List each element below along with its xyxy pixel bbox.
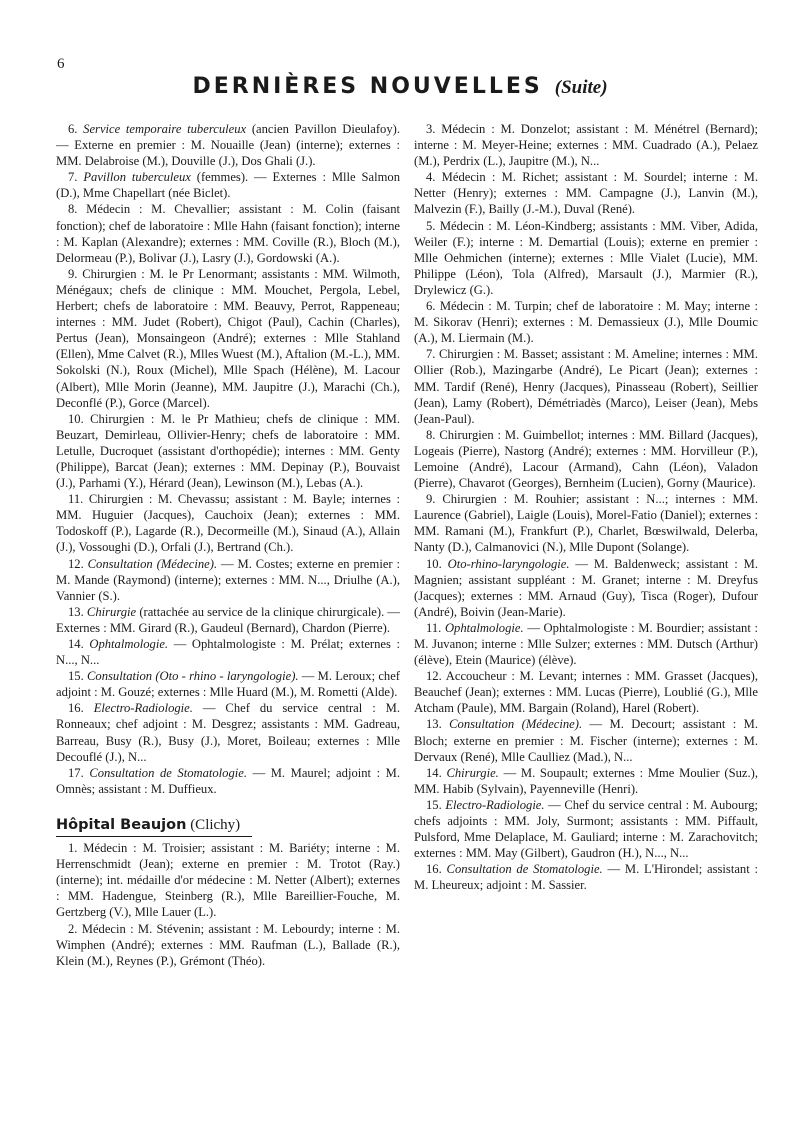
- service-entry: [56, 765, 400, 797]
- entry-number: 10.: [68, 411, 84, 426]
- service-entry: [414, 346, 758, 426]
- entry-text: (rattachée au service de la clinique chirurgicale). — Externes : MM. Girard (R.), Gaudeul (Bernard), Chardon (Pierre).: [56, 604, 400, 635]
- service-entry: [56, 604, 400, 636]
- service-entry: [56, 491, 400, 555]
- entry-specialty: Consultation (Médecine).: [449, 717, 583, 732]
- entry-number: 12.: [426, 669, 442, 684]
- page-header: [0, 74, 800, 99]
- entry-text: Médecin : M. Léon-Kindberg; assistants : MM. Viber, Adida, Weiler (F.); interne : M. Demartial (Louis); externe en premier : Mlle Oehmichen (interne); externes : Mlle Vialet (Lucie), MM. Philippe (Léon), Tola (Alfred), Marsault (J.), Marmier (R.), Drylewicz (G.).: [414, 218, 759, 297]
- entry-specialty: Consultation de Stomatologie.: [446, 862, 603, 877]
- service-entry: [56, 411, 400, 491]
- entry-text: Chirurgien : M. Guimbellot; internes : MM. Billard (Jacques), Logeais (Pierre), Nastorg (André); externes : MM. Horvilleur (P.), Lemoine (André), Lacour (Armand), Cahn (Léon), Valadon (Pierre), Chavarot (Georges), Bernheim (Lucien), Gorny (Maurice).: [414, 427, 758, 491]
- service-entry: [56, 121, 400, 169]
- header-title: DERNIÈRES NOUVELLES: [192, 74, 543, 99]
- entry-number: 16.: [426, 862, 442, 877]
- entry-text: Chirurgien : M. le Pr Mathieu; chefs de clinique : MM. Beuzart, Demirleau, Ollivier-Henry; chefs de laboratoire : MM. Letulle, Ducroquet (assistant d'orthopédie); internes : MM. Genty (Philippe), Barcat (Jean); externes : MM. Depinay (P.), Bouvaist (J.), Parhami (Y.), Hérard (Jean), Lewinson (M.), Lebas (A.).: [56, 411, 400, 491]
- entry-text: — Ophtalmologiste : M. Bourdier; assistant : M. Juvanon; interne : Mlle Sulzer; externes : MM. Dutsch (Arthur) (élève), Etein (Maurice) (élève).: [414, 620, 758, 668]
- entry-specialty: Chirurgie: [86, 604, 137, 619]
- entry-number: 9.: [426, 492, 436, 507]
- entry-specialty: Consultation (Oto - rhino - laryngologie).: [87, 669, 299, 684]
- entry-number: 15.: [426, 797, 442, 812]
- service-entry: [414, 491, 758, 555]
- entry-specialty: Pavillon tuberculeux: [83, 170, 191, 185]
- entry-specialty: Electro-Radiologie.: [93, 701, 193, 716]
- entry-number: 11.: [68, 492, 84, 507]
- entry-specialty: Service temporaire tuberculeux: [83, 122, 247, 136]
- service-entry: [56, 266, 400, 411]
- entry-text: — M. Decourt; assistant : M. Bloch; externe en premier : M. Fischer (interne); externes : M. Dervaux (René), Mlle Caulliez (Mad.), N...: [414, 717, 758, 764]
- entry-text: (ancien Pavillon Dieulafoy). — Externe en premier : M. Nouaille (Jean) (interne); externes : MM. Delabroise (M.), Douville (J.), Dos Ghali (J.).: [56, 122, 400, 169]
- entry-text: Médecin : M. Stévenin; assistant : M. Lebourdy; interne : M. Wimphen (André); externes : MM. Raufman (L.), Ballade (R.), Klein (M.), Reynes (P.), Grémont (Théo).: [56, 921, 400, 968]
- entry-specialty: Oto-rhino-laryngologie.: [447, 556, 570, 571]
- entry-specialty: Ophtalmologie.: [444, 620, 524, 635]
- entry-specialty: Chirurgie.: [446, 765, 499, 780]
- header-suite: (Suite): [554, 77, 608, 98]
- service-entry: [414, 716, 758, 764]
- entry-number: 7.: [426, 347, 436, 362]
- entry-number: 12.: [68, 556, 84, 571]
- entry-text: Accoucheur : M. Levant; internes : MM. Grasset (Jacques), Beauchef (Jean); externes : MM. Lucas (Pierre), Loublié (G.), Mlle Atcham (Paule), MM. Bargain (Roland), Harel (Robert).: [414, 669, 758, 716]
- entry-number: 13.: [68, 604, 84, 619]
- entry-text: — Chef du service central : M. Ronneaux; chef adjoint : M. Desgrez; assistants : MM. Gadreau, Barreau, Busy (R.), Busy (J.), Moret, Boileau; externes : Mlle Decouflé (J.), N...: [56, 701, 400, 764]
- entry-number: 6.: [426, 299, 436, 314]
- entry-text: Chirurgien : M. Chevassu; assistant : M. Bayle; internes : MM. Huguier (Jacques), Cauchoix (Jean); externes : MM. Todoskoff (P.), Lagarde (R.), Decormeille (M.), Sinaud (A.), Allain (J.), Vossoughi (D.), Orfali (J.), Bertrand (Ch.).: [56, 492, 400, 555]
- hospital-location: (Clichy): [190, 816, 241, 833]
- service-entry: [414, 556, 758, 620]
- entry-text: — M. Baldenweck; assistant : M. Magnien; assistant suppléant : M. Granet; interne : M. Dreyfus (Jacques); externes : MM. Arnaud (Guy), Tisca (Roger), Dufour (André), Boivin (Jean-Marie).: [414, 556, 758, 619]
- service-entry: [414, 218, 758, 298]
- service-entry: [56, 636, 400, 668]
- entry-number: 13.: [426, 717, 442, 732]
- hospital-underline: [56, 836, 252, 837]
- service-entry: [56, 668, 400, 700]
- entry-number: 4.: [426, 170, 436, 185]
- entry-number: 11.: [426, 620, 442, 635]
- entry-text: — Ophtalmologiste : M. Prélat; externes : N..., N...: [56, 637, 400, 668]
- hospital-name: Hôpital Beaujon: [56, 816, 187, 833]
- entry-text: (femmes). — Externes : Mlle Salmon (D.), Mme Chapellart (née Biclet).: [56, 170, 400, 201]
- entry-number: 15.: [68, 669, 84, 684]
- service-entry: [414, 797, 758, 861]
- service-entry: [414, 620, 758, 668]
- service-entry: [56, 840, 400, 920]
- left-column: [56, 121, 400, 969]
- service-entry: [414, 668, 758, 716]
- service-entry: [56, 201, 400, 265]
- entry-number: 3.: [426, 122, 436, 136]
- entry-text: — M. Leroux; chef adjoint : M. Gouzé; externes : Mlle Huard (M.), M. Rometti (Alde).: [56, 669, 401, 700]
- entry-number: 14.: [68, 637, 84, 651]
- entry-specialty: Consultation de Stomatologie.: [89, 765, 248, 780]
- entry-text: Médecin : M. Troisier; assistant : M. Bariéty; interne : M. Herrenschmidt (Jean); externe en premier : M. Trotot (Ray.) (interne); int. médaille d'or médecine : M. Netter (Albert); externes : MM. Hadengue, Steinberg (R.), Mlle Bareillier-Fouche, M. Gertzberg (V.), Mlle Lauer (L.).: [56, 841, 400, 920]
- entry-number: 16.: [68, 701, 84, 716]
- entry-specialty: Electro-Radiologie.: [445, 797, 545, 812]
- entry-text: Chirurgien : M. le Pr Lenormant; assistants : MM. Wilmoth, Ménégaux; chefs de clinique : MM. Mouchet, Pergola, Lebel, Herbert; chefs de laboratoire : MM. Beauvy, Perrot, Rappeneau; internes : MM. Judet (Robert), Chigot (Paul), Cachin (Charles), Pertus (Jean), Monsaingeon (André); externes : Mlle Stahland (Ellen), Mme Calvet (R.), Mlles Wuest (M.), Aftalion (M.-L.), MM. Sokolski (N.), Roux (Michel), Mlle Spach (Hélène), M. Lacour (Albert), Mlle Morin (Jeanne), MM. Jaupitre (J.), Marachi (Ch.), Deconflé (P.), Gorce (Marcel).: [56, 266, 400, 410]
- entry-number: 9.: [68, 266, 78, 281]
- entry-number: 14.: [426, 765, 442, 780]
- service-entry: [56, 700, 400, 764]
- service-entry: [414, 298, 758, 346]
- entry-text: Médecin : M. Richet; assistant : M. Sourdel; interne : M. Netter (Henry); externes : MM. Campagne (J.), Lanvin (M.), Malvezin (F.), Bailly (J.-M.), Duval (René).: [414, 170, 758, 217]
- service-entry: [414, 765, 758, 797]
- left-entries: [56, 121, 400, 797]
- entry-number: 6.: [68, 122, 78, 136]
- entry-text: Médecin : M. Chevallier; assistant : M. Colin (faisant fonction); chef de laboratoire : Mlle Hahn (faisant fonction); interne : M. Kaplan (Alexandre); externes : MM. Coville (R.), Bloch (M.), Delormeau (P.), Bolivar (J.), Lasry (J.), Gordowski (A.).: [56, 202, 400, 265]
- entry-text: Chirurgien : M. Rouhier; assistant : N...; internes : MM. Laurence (Gabriel), Laigle (Louis), Morel-Fatio (Daniel); externes : MM. Ramani (M.), Frankfurt (P.), Charlet, Bœswilwald, Delerba, Nanty (D.), Calmanovici (N.), Mlle Dupont (Solange).: [414, 492, 758, 555]
- right-column: [414, 121, 758, 894]
- entry-text: Médecin : M. Donzelot; assistant : M. Ménétrel (Bernard); interne : M. Meyer-Heine; externes : MM. Cuadrado (A.), Pelaez (M.), Perdrix (L.), Jaupitre (M.), N...: [414, 122, 758, 169]
- service-entry: [414, 427, 758, 491]
- entry-specialty: Ophtalmologie.: [89, 637, 169, 651]
- right-entries: [414, 121, 758, 894]
- service-entry: [56, 169, 400, 201]
- service-entry: [414, 861, 758, 893]
- service-entry: [414, 169, 758, 217]
- entry-number: 10.: [426, 556, 442, 571]
- entry-number: 17.: [68, 765, 84, 780]
- entry-specialty: Consultation (Médecine).: [87, 556, 218, 571]
- service-entry: [414, 121, 758, 169]
- hospital-heading: [56, 817, 400, 833]
- entry-number: 1.: [68, 841, 78, 856]
- hospital-entries: [56, 840, 400, 969]
- entry-text: — M. L'Hirondel; assistant : M. Lheureux; adjoint : M. Sassier.: [414, 862, 758, 893]
- entry-text: Chirurgien : M. Basset; assistant : M. Ameline; internes : MM. Ollier (Rob.), Mazingarbe (André), Le Picart (Jean); externes : MM. Tardif (René), Henry (Jacques), Pinasseau (Robert), Seillier (Jean), Lamy (Robert), Démétriadès (Marco), Leiser (Jean), Mebs (Jean-Paul).: [414, 347, 758, 426]
- entry-text: — M. Soupault; externes : Mme Moulier (Suz.), MM. Habib (Sylvain), Payenneville (Henri).: [414, 765, 758, 796]
- entry-number: 7.: [68, 170, 78, 185]
- entry-number: 2.: [68, 921, 78, 936]
- entry-text: — Chef du service central : M. Aubourg; chefs adjoints : MM. Joly, Surmont; assistants : MM. Piffault, Pulsford, Mme Delaplace, M. Gauliard; interne : M. Zarachovitch; externes : MM. May (Gilbert), Gaudron (H.), N..., N...: [414, 797, 759, 861]
- service-entry: [56, 921, 400, 969]
- entry-number: 8.: [426, 427, 436, 442]
- entry-text: — M. Costes; externe en premier : M. Mande (Raymond) (interne); externes : MM. N..., Driulhe (A.), Vannier (S.).: [56, 556, 400, 603]
- page-number: 6: [57, 56, 65, 72]
- entry-number: 5.: [426, 218, 436, 233]
- entry-text: Médecin : M. Turpin; chef de laboratoire : M. May; interne : M. Sikorav (Henri); externes : M. Demassieux (J.), Mlle Doumic (A.), M. Liermain (M.).: [414, 299, 759, 346]
- entry-number: 8.: [68, 202, 78, 217]
- entry-text: — M. Maurel; adjoint : M. Omnès; assistant : M. Duffieux.: [56, 765, 400, 796]
- service-entry: [56, 556, 400, 604]
